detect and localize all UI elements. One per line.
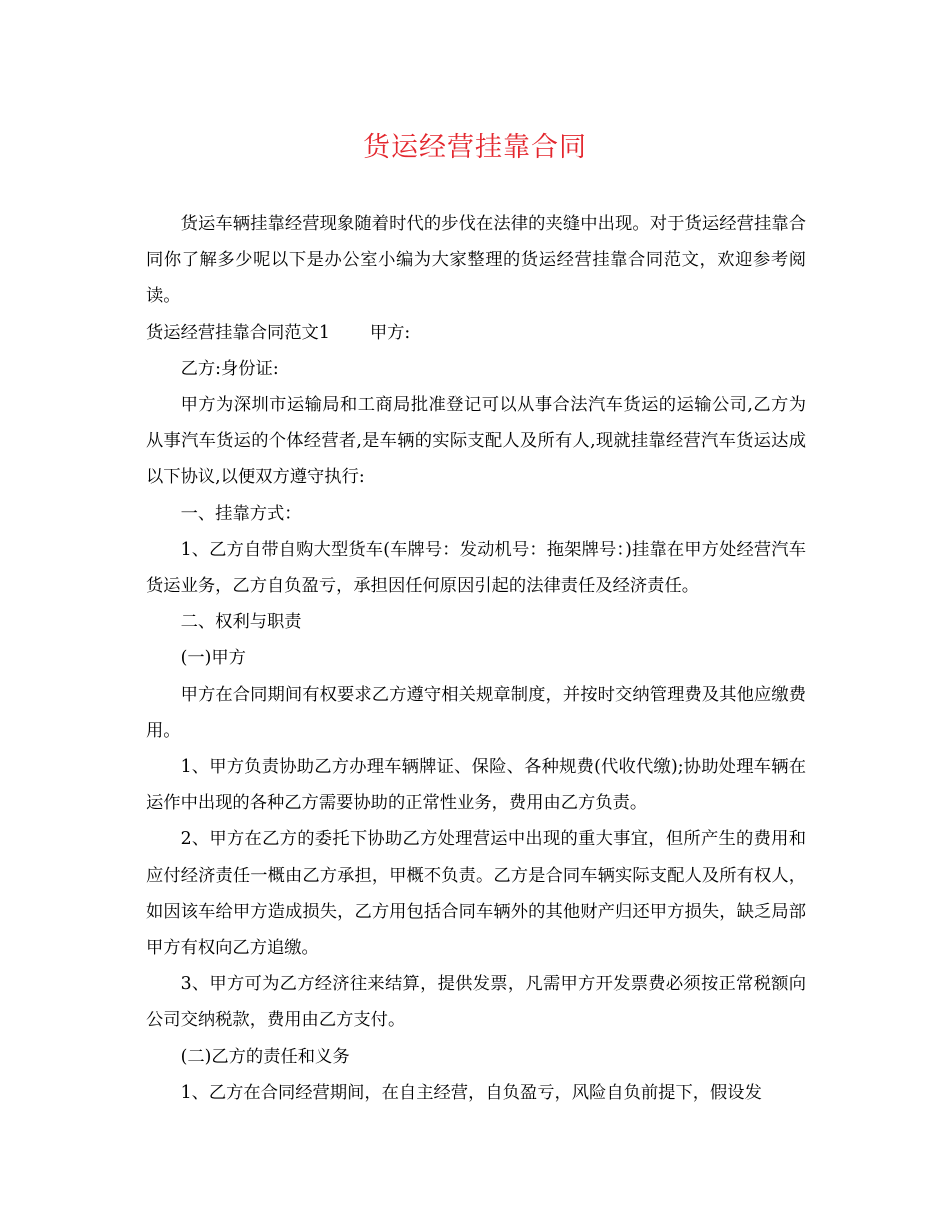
subsection-a-item-3: 3、甲方可为乙方经济往来结算，提供发票，凡需甲方开发票费必须按正常税额向公司交纳税款，费用由乙方支付。: [146, 974, 806, 1031]
subsection-a-item-1: 1、甲方负责协助乙方办理车辆牌证、保险、各种规费(代收代缴);协助处理车辆在运作中出现的各种乙方需要协助的正常性业务，费用由乙方负责。: [146, 757, 806, 814]
party-a-label: 甲方:: [369, 322, 411, 343]
section-1-heading: 一、挂靠方式：: [180, 503, 302, 524]
sample-heading: 货运经营挂靠合同范文1: [146, 322, 330, 343]
sample-heading-line: [146, 315, 806, 351]
subsection-a-text: 甲方在合同期间有权要求乙方遵守相关规章制度，并按时交纳管理费及其他应缴费用。: [146, 684, 806, 741]
section-1-item-1: 1、乙方自带自购大型货车(车牌号：发动机号：拖架牌号：)挂靠在甲方处经营汽车货运业务，乙方自负盈亏，承担因任何原因引起的法律责任及经济责任。: [146, 539, 806, 597]
subsection-b-item-1: 1、乙方在合同经营期间，在自主经营，自负盈亏，风险自负前提下，假设发: [180, 1082, 762, 1103]
subsection-a-heading: (一)甲方: [180, 648, 246, 669]
document-title: 货运经营挂靠合同: [363, 132, 587, 163]
subsection-a-item-2: 2、甲方在乙方的委托下协助乙方处理营运中出现的重大事宜，但所产生的费用和应付经济责任一概由乙方承担，甲概不负责。乙方是合同车辆实际支配人及所有权人，如因该车给甲方造成损失，乙方用包括合同车辆外的其他财产归还甲方损失，缺乏局部甲方有权向乙方追缴。: [146, 829, 806, 959]
section-2-heading: 二、权利与职责: [180, 612, 302, 633]
preamble-paragraph: 甲方为深圳市运输局和工商局批准登记可以从事合法汽车货运的运输公司,乙方为从事汽车货运的个体经营者,是车辆的实际支配人及所有人,现就挂靠经营汽车货运达成以下协议,以便双方遵守执行:: [146, 395, 806, 488]
subsection-b-heading: (二)乙方的责任和义务: [180, 1046, 350, 1067]
intro-paragraph: 货运车辆挂靠经营现象随着时代的步伐在法律的夹缝中出现。对于货运经营挂靠合同你了解多少呢以下是办公室小编为大家整理的货运经营挂靠合同范文，欢迎参考阅读。: [146, 214, 806, 307]
document-body: [146, 206, 806, 1111]
party-b-label: 乙方:身份证:: [180, 358, 279, 379]
